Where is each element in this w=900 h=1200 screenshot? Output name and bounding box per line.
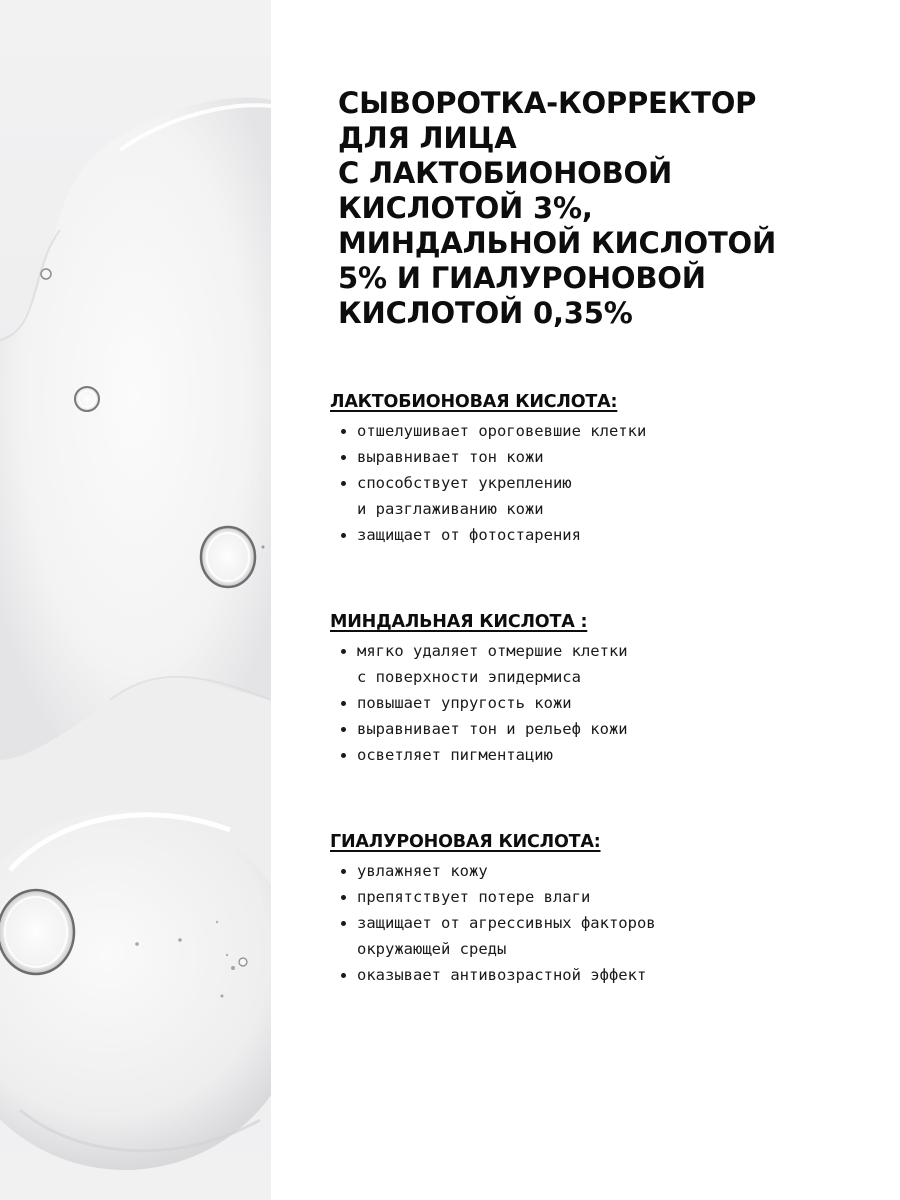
benefits-list bbox=[330, 418, 870, 548]
bubble bbox=[41, 269, 51, 279]
list-item-text: с поверхности эпидермиса bbox=[357, 668, 581, 686]
title-line: 5% И ГИАЛУРОНОВОЙ bbox=[338, 261, 706, 295]
serum-texture-panel bbox=[0, 0, 271, 1200]
list-item-text: защищает от агрессивных факторов bbox=[357, 914, 656, 932]
list-item-text: выравнивает тон кожи bbox=[357, 448, 544, 466]
title-line: МИНДАЛЬНОЙ КИСЛОТОЙ bbox=[338, 226, 777, 260]
bullet-dot-icon bbox=[341, 429, 346, 434]
bullet-dot-icon bbox=[341, 921, 346, 926]
list-item bbox=[330, 858, 870, 884]
bubble bbox=[201, 527, 255, 587]
benefits-list bbox=[330, 858, 870, 988]
section-heading: ЛАКТОБИОНОВАЯ КИСЛОТА: bbox=[330, 392, 618, 412]
section-heading: ГИАЛУРОНОВАЯ КИСЛОТА: bbox=[330, 832, 601, 852]
list-item bbox=[330, 638, 870, 690]
list-item-text: отшелушивает ороговевшие клетки bbox=[357, 422, 647, 440]
section-mandelic-acid bbox=[330, 610, 870, 768]
title-line: КИСЛОТОЙ 3%, bbox=[338, 191, 593, 225]
list-item-text: препятствует потере влаги bbox=[357, 888, 591, 906]
bullet-dot-icon bbox=[341, 481, 346, 486]
bullet-dot-icon bbox=[341, 895, 346, 900]
large-serum-drop bbox=[0, 810, 271, 1170]
content-column bbox=[330, 0, 870, 1200]
list-item-text: окружающей среды bbox=[357, 940, 507, 958]
list-item bbox=[330, 742, 870, 768]
list-item-text: способствует укреплению bbox=[357, 474, 572, 492]
section-lactobionic-acid bbox=[330, 390, 870, 548]
list-item bbox=[330, 716, 870, 742]
list-item bbox=[330, 690, 870, 716]
list-item-text: мягко удаляет отмершие клетки bbox=[357, 642, 628, 660]
section-heading: МИНДАЛЬНАЯ КИСЛОТА : bbox=[330, 612, 588, 632]
title-line: ДЛЯ ЛИЦА bbox=[338, 121, 517, 155]
list-item-text: выравнивает тон и рельеф кожи bbox=[357, 720, 628, 738]
list-item-text: защищает от фотостарения bbox=[357, 526, 581, 544]
list-item bbox=[330, 522, 870, 548]
bullet-dot-icon bbox=[341, 973, 346, 978]
serum-blob-shape bbox=[0, 97, 271, 760]
list-item bbox=[330, 884, 870, 910]
list-item bbox=[330, 418, 870, 444]
bullet-dot-icon bbox=[341, 701, 346, 706]
serum-drops-illustration bbox=[0, 0, 271, 1200]
bullet-dot-icon bbox=[341, 727, 346, 732]
list-item bbox=[330, 910, 870, 962]
list-item bbox=[330, 962, 870, 988]
title-line: СЫВОРОТКА-КОРРЕКТОР bbox=[338, 86, 757, 120]
bullet-dot-icon bbox=[341, 533, 346, 538]
bubble bbox=[0, 890, 74, 974]
bullet-dot-icon bbox=[341, 869, 346, 874]
list-item-text: и разглаживанию кожи bbox=[357, 500, 544, 518]
bullet-dot-icon bbox=[341, 455, 346, 460]
title-line: КИСЛОТОЙ 0,35% bbox=[338, 296, 633, 330]
list-item-text: оказывает антивозрастной эффект bbox=[357, 966, 647, 984]
list-item-text: увлажняет кожу bbox=[357, 862, 488, 880]
section-hyaluronic-acid bbox=[330, 830, 870, 988]
title-line: С ЛАКТОБИОНОВОЙ bbox=[338, 156, 673, 190]
bullet-dot-icon bbox=[341, 753, 346, 758]
bullet-dot-icon bbox=[341, 649, 346, 654]
list-item bbox=[330, 444, 870, 470]
list-item-text: осветляет пигментацию bbox=[357, 746, 553, 764]
list-item-text: повышает упругость кожи bbox=[357, 694, 572, 712]
list-item bbox=[330, 470, 870, 522]
product-title bbox=[338, 86, 858, 331]
benefits-list bbox=[330, 638, 870, 768]
